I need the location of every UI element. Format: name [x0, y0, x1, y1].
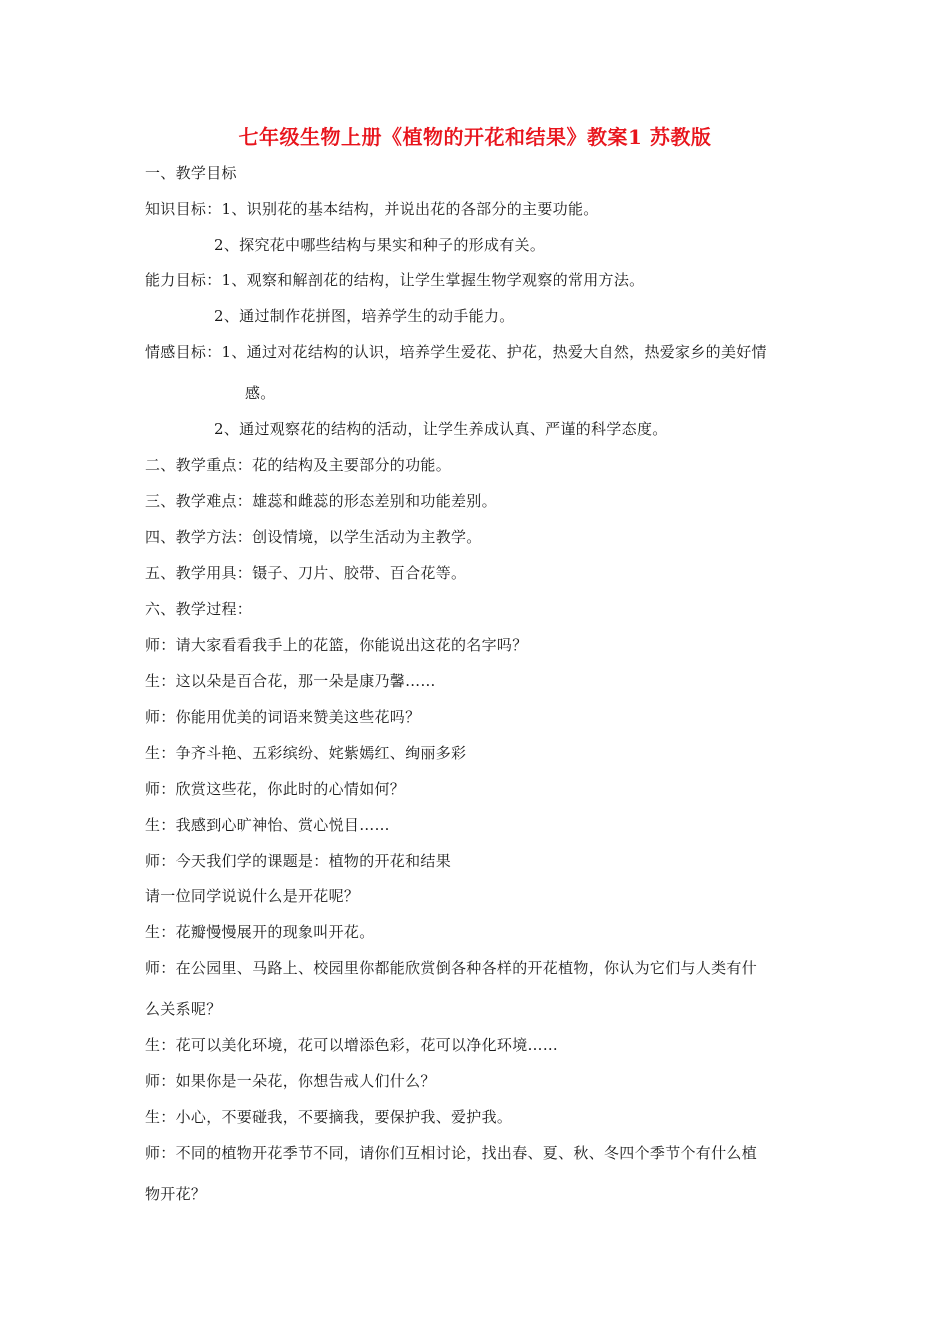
text-line: 么关系呢？: [145, 1000, 222, 1018]
text-line: 五、教学用具：镊子、刀片、胶带、百合花等。: [145, 564, 467, 582]
text-line: 师：欣赏这些花，你此时的心情如何？: [145, 780, 406, 798]
text-line: 六、教学过程：: [145, 600, 253, 618]
document-title: 七年级生物上册《植物的开花和结果》教案1 苏教版: [238, 125, 712, 149]
text-line: 师：请大家看看我手上的花篮，你能说出这花的名字吗？: [145, 636, 528, 654]
text-line: 三、教学难点：雄蕊和雌蕊的形态差别和功能差别。: [145, 492, 497, 510]
text-line: 生：我感到心旷神怡、赏心悦目……: [145, 816, 390, 834]
text-line: 生：花可以美化环境，花可以增添色彩，花可以净化环境……: [145, 1036, 559, 1054]
text-line: 知识目标：1、识别花的基本结构，并说出花的各部分的主要功能。: [145, 200, 599, 218]
text-line: 师：不同的植物开花季节不同，请你们互相讨论，找出春、夏、秋、冬四个季节个有什么植: [145, 1144, 758, 1162]
text-line: 请一位同学说说什么是开花呢？: [145, 887, 360, 905]
text-line: 师：在公园里、马路上、校园里你都能欣赏倒各种各样的开花植物，你认为它们与人类有什: [145, 959, 758, 977]
text-line: 2、通过观察花的结构的活动，让学生养成认真、严谨的科学态度。: [214, 420, 668, 438]
text-line: 四、教学方法：创设情境，以学生活动为主教学。: [145, 528, 482, 546]
text-line: 二、教学重点：花的结构及主要部分的功能。: [145, 456, 452, 474]
text-line: 一、教学目标: [145, 164, 237, 182]
text-line: 师：今天我们学的课题是：植物的开花和结果: [145, 852, 452, 870]
text-line: 2、通过制作花拼图，培养学生的动手能力。: [214, 307, 515, 325]
text-line: 物开花？: [145, 1185, 207, 1203]
text-line: 生：争齐斗艳、五彩缤纷、姹紫嫣红、绚丽多彩: [145, 744, 467, 762]
text-line: 生：花瓣慢慢展开的现象叫开花。: [145, 923, 375, 941]
text-line: 师：如果你是一朵花，你想告戒人们什么？: [145, 1072, 436, 1090]
text-line: 能力目标：1、观察和解剖花的结构，让学生掌握生物学观察的常用方法。: [145, 271, 645, 289]
text-line: 感。: [245, 384, 276, 402]
text-line: 情感目标：1、通过对花结构的认识，培养学生爱花、护花，热爱大自然，热爱家乡的美好情: [145, 343, 767, 361]
text-line: 2、探究花中哪些结构与果实和种子的形成有关。: [214, 236, 546, 254]
text-line: 生：小心，不要碰我，不要摘我，要保护我、爱护我。: [145, 1108, 513, 1126]
text-line: 生：这以朵是百合花，那一朵是康乃馨……: [145, 672, 436, 690]
text-line: 师：你能用优美的词语来赞美这些花吗？: [145, 708, 421, 726]
